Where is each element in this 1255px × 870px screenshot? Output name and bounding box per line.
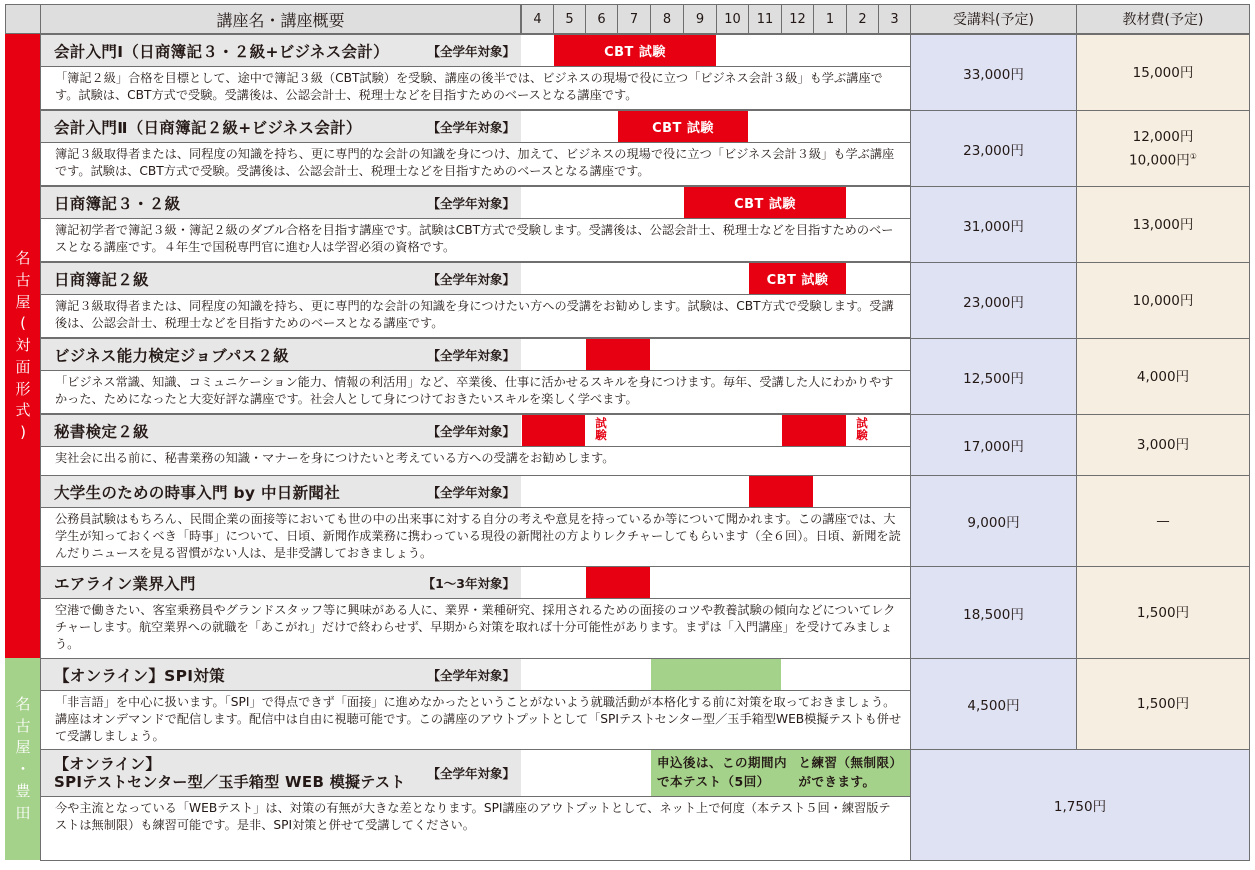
course-material-fee	[1076, 338, 1250, 415]
month-slot	[878, 186, 911, 219]
course-description: 今や主流となっている「WEBテスト」は、対策の有無が大きな差となります。SPI講座のアウトプットとして、ネット上で何度（本テスト５回・練習版テストは無制限）も練習可能です。是非、SPI対策と併せて受講してください。	[40, 796, 911, 861]
month-slot	[748, 414, 782, 447]
region-char: 式	[15, 401, 31, 420]
region-char: )	[20, 423, 26, 442]
course-target: 【全学年対象】	[427, 195, 515, 211]
course-title: エアライン業界入門	[54, 574, 196, 593]
month-slot	[521, 110, 554, 143]
month-slot	[878, 414, 911, 447]
course-material-fee	[1076, 34, 1250, 111]
material-fee-value: 1,500円	[1136, 696, 1190, 712]
schedule-bar: CBT 試験	[684, 187, 846, 218]
region-char: 面	[15, 357, 31, 376]
month-slot	[781, 338, 814, 371]
course-fee: 33,000円	[910, 34, 1077, 111]
month-slot	[716, 34, 749, 67]
course-title-cell[interactable]	[40, 566, 522, 599]
course-fee: 17,000円	[910, 414, 1077, 476]
course-target: 【全学年対象】	[427, 119, 515, 135]
month-slot	[521, 749, 554, 797]
month-slot	[878, 338, 911, 371]
course-description: 実社会に出る前に、秘書業務の知識・マナーを身につけたいと考えている方への受講をお勧めします。	[40, 446, 911, 477]
course-fee: 31,000円	[910, 186, 1077, 263]
month-slot	[585, 262, 618, 295]
month-slot	[521, 186, 554, 219]
region-char: 古	[15, 716, 31, 735]
month-slot	[650, 566, 684, 599]
header-month: 12	[781, 4, 814, 34]
month-slot	[846, 34, 879, 67]
course-title-cell[interactable]	[40, 110, 522, 143]
month-slot	[683, 338, 717, 371]
month-slot	[813, 658, 847, 691]
course-description: 公務員試験はもちろん、民間企業の面接等においても世の中の出来事に対する自分の考えや意見を持っているか等について聞かれます。この講座では、大学生が知っておくべき「時事」について、日頃、新聞作成業務に携わっている現役の新聞社の方よりレクチャーしてもらいます（全６回）。日頃、新聞を読んだりニュースを見る習慣がない人は、是非受講しておきましょう。	[40, 507, 911, 598]
month-slot	[650, 186, 684, 219]
month-slot	[553, 338, 586, 371]
course-title: 【オンライン】SPI対策	[54, 666, 225, 685]
month-slot	[716, 338, 749, 371]
month-slot	[553, 110, 586, 143]
region-nagoya-toyota	[5, 658, 41, 860]
course-material-fee	[1076, 262, 1250, 339]
course-description: 簿記３級取得者または、同程度の知識を持ち、更に専門的な会計の知識を身につけたい方への受講をお勧めします。試験は、CBT方式で受験します。受講後は、公認会計士、税理士などを目指すためのベースとなる講座です。	[40, 294, 911, 338]
region-char: 古	[15, 270, 31, 289]
month-slot	[617, 262, 651, 295]
month-slot	[617, 475, 651, 508]
month-slot	[683, 262, 717, 295]
course-target: 【全学年対象】	[427, 423, 515, 439]
material-fee-note: ①	[1189, 151, 1197, 161]
month-slot	[813, 566, 847, 599]
exam-mark	[846, 417, 878, 445]
header-month: 11	[748, 4, 782, 34]
month-slot	[846, 338, 879, 371]
month-slot	[650, 475, 684, 508]
header-month: 3	[878, 4, 911, 34]
header-fee: 受講料(予定)	[910, 4, 1077, 34]
month-slot	[521, 34, 554, 67]
month-slot	[650, 414, 684, 447]
month-slot	[846, 110, 879, 143]
region-char: 対	[15, 336, 31, 355]
material-fee-value: 4,000円	[1136, 368, 1190, 385]
material-fee-value: —	[1156, 513, 1170, 529]
course-target: 【全学年対象】	[427, 347, 515, 363]
region-char: (	[20, 314, 26, 333]
month-slot	[617, 186, 651, 219]
month-slot	[683, 414, 717, 447]
schedule-bar	[522, 415, 585, 446]
month-slot	[878, 566, 911, 599]
material-fee-value: 3,000円	[1136, 437, 1190, 453]
course-material-fee	[1076, 658, 1250, 750]
header-month: 5	[553, 4, 586, 34]
schedule-bar	[782, 415, 846, 446]
region-char: 名	[15, 249, 31, 268]
course-title: 会計入門Ⅱ（日商簿記２級+ビジネス会計）	[54, 118, 362, 137]
course-title	[54, 755, 406, 791]
month-slot	[585, 749, 618, 797]
schedule-note-line: と練習（無制限）ができます。	[798, 755, 903, 789]
course-title-cell[interactable]	[40, 658, 522, 691]
course-title-cell[interactable]	[40, 262, 522, 295]
course-description: 簿記３級取得者または、同程度の知識を持ち、更に専門的な会計の知識を身につけ、加えて、ビジネスの現場で役に立つ「ビジネス会計３級」も学ぶ講座です。試験は、CBT方式で受験。受講後は、公認会計士、税理士などを目指すためのベースとなる講座です。	[40, 142, 911, 186]
month-slot	[585, 186, 618, 219]
month-slot	[878, 475, 911, 508]
material-fee-value: 15,000円	[1132, 64, 1194, 81]
month-slot	[585, 110, 618, 143]
month-slot	[781, 34, 814, 67]
course-title: 大学生のための時事入門 by 中日新聞社	[54, 483, 340, 502]
course-description: 「簿記２級」合格を目標として、途中で簿記３級（CBT試験）を受験、講座の後半では、ビジネスの現場で役に立つ「ビジネス会計３級」も学ぶ講座です。試験は、CBT方式で受験。受講後は、公認会計士、税理士などを目指すためのベースとなる講座です。	[40, 66, 911, 110]
month-slot	[617, 414, 651, 447]
header-month: 7	[617, 4, 651, 34]
region-char: 豊	[15, 781, 31, 800]
course-fee: 23,000円	[910, 262, 1077, 339]
exam-mark-char: 験	[595, 428, 607, 442]
course-target: 【全学年対象】	[427, 271, 515, 287]
course-title-cell[interactable]	[40, 749, 522, 797]
month-slot	[846, 262, 879, 295]
course-material-fee	[1076, 475, 1250, 567]
header-month: 8	[650, 4, 684, 34]
header-month: 4	[521, 4, 554, 34]
course-title: 秘書検定２級	[54, 422, 149, 441]
month-slot	[553, 262, 586, 295]
month-slot	[585, 475, 618, 508]
month-slot	[748, 110, 782, 143]
region-char: 屋	[15, 738, 31, 757]
month-slot	[553, 749, 586, 797]
month-slot	[748, 338, 782, 371]
month-slot	[617, 749, 651, 797]
month-slot	[716, 566, 749, 599]
month-slot	[813, 34, 847, 67]
course-title-line: SPIテストセンター型／玉手箱型 WEB 模擬テスト	[54, 773, 406, 791]
region-nagoya-face-to-face	[5, 34, 41, 658]
month-slot	[521, 566, 554, 599]
course-fee: 9,000円	[910, 475, 1077, 567]
course-title-line: 【オンライン】	[54, 755, 161, 773]
month-slot	[716, 475, 749, 508]
course-title-cell[interactable]	[40, 338, 522, 371]
region-char: 屋	[15, 292, 31, 311]
month-slot	[683, 475, 717, 508]
course-title-cell[interactable]	[40, 34, 522, 67]
schedule-note-line: 申込後は、この期間内で本テスト（5回）	[657, 755, 788, 789]
course-target: 【1～3年対象】	[422, 575, 515, 591]
month-slot	[748, 34, 782, 67]
course-target: 【全学年対象】	[427, 766, 515, 781]
month-slot	[846, 475, 879, 508]
course-fee: 12,500円	[910, 338, 1077, 415]
course-fee: 18,500円	[910, 566, 1077, 659]
course-title: ビジネス能力検定ジョブパス２級	[54, 346, 289, 365]
month-slot	[878, 658, 911, 691]
month-slot	[813, 338, 847, 371]
month-slot	[683, 566, 717, 599]
header-month: 9	[683, 4, 717, 34]
month-slot	[813, 110, 847, 143]
month-slot	[878, 262, 911, 295]
course-description: 「ビジネス常識、知識、コミュニケーション能力、情報の利活用」など、卒業後、仕事に活かせるスキルを身につけます。毎年、受講した人にわかりやすかった、ためになったと大変好評な講座です。社会人として身につけておきたいスキルを楽しく学べます。	[40, 370, 911, 414]
month-slot	[521, 262, 554, 295]
month-slot	[553, 566, 586, 599]
month-slot	[650, 338, 684, 371]
schedule-bar: CBT 試験	[749, 263, 846, 294]
month-slot	[878, 34, 911, 67]
course-target: 【全学年対象】	[427, 484, 515, 500]
month-slot	[650, 262, 684, 295]
course-material-fee	[1076, 566, 1250, 659]
month-slot	[553, 186, 586, 219]
course-title-cell[interactable]	[40, 414, 522, 447]
course-material-fee	[1076, 186, 1250, 263]
month-slot	[716, 262, 749, 295]
region-char: 田	[15, 803, 31, 822]
schedule-bar	[651, 659, 781, 690]
month-slot	[878, 110, 911, 143]
month-slot	[846, 566, 879, 599]
schedule-bar: CBT 試験	[554, 35, 716, 66]
course-target: 【全学年対象】	[427, 667, 515, 683]
header-material: 教材費(予定)	[1076, 4, 1250, 34]
region-char: ・	[15, 760, 31, 778]
header-corner	[5, 4, 41, 34]
month-slot	[716, 414, 749, 447]
month-slot	[781, 658, 814, 691]
material-fee-value: 1,500円	[1136, 604, 1190, 621]
month-slot	[781, 110, 814, 143]
schedule-bar	[749, 476, 813, 507]
region-char: 形	[15, 379, 31, 398]
course-title-cell[interactable]	[40, 186, 522, 219]
course-target: 【全学年対象】	[427, 43, 515, 59]
course-title-cell[interactable]	[40, 475, 522, 508]
header-month: 2	[846, 4, 879, 34]
header-course-title: 講座名・講座概要	[40, 4, 521, 34]
course-fee: 23,000円	[910, 110, 1077, 187]
month-slot	[748, 566, 782, 599]
region-char: 名	[15, 694, 31, 713]
course-material-fee	[1076, 110, 1250, 187]
material-fee-value: 12,000円	[1132, 128, 1194, 145]
material-fee-value: 13,000円	[1132, 216, 1194, 233]
exam-mark-char: 試	[856, 416, 868, 430]
course-fee: 4,500円	[910, 658, 1077, 750]
course-title: 会計入門Ⅰ（日商簿記３・２級+ビジネス会計）	[54, 42, 389, 61]
schedule-bar: CBT 試験	[618, 111, 748, 142]
month-slot	[521, 475, 554, 508]
month-slot	[553, 475, 586, 508]
month-slot	[617, 658, 651, 691]
month-slot	[521, 338, 554, 371]
month-slot	[781, 566, 814, 599]
schedule-bar	[586, 567, 650, 598]
header-month: 10	[716, 4, 749, 34]
course-title: 日商簿記３・２級	[54, 194, 181, 213]
header-month: 6	[585, 4, 618, 34]
month-slot	[846, 658, 879, 691]
course-material-fee	[1076, 414, 1250, 476]
course-description: 簿記初学者で簿記３級・簿記２級のダブル合格を目指す講座です。試験はCBT方式で受験します。受講後は、公認会計士、税理士などを目指すためのベースとなる講座です。４年生で国税専門官に進む人は学習必須の資格です。	[40, 218, 911, 262]
month-slot	[585, 658, 618, 691]
course-fee-combined: 1,750円	[910, 749, 1250, 861]
material-fee-value: 10,000円	[1132, 292, 1194, 309]
month-slot	[521, 658, 554, 691]
course-description: 空港で働きたい、客室乗務員やグランドスタッフ等に興味がある人に、業界・業種研究、採用されるための面接のコツや教養試験の傾向などについてレクチャーします。航空業界への就職を「あこがれ」だけで終わらせず、早期から対策を取れば十分可能性があります。まずは「入門講座」を受けてみましょう。	[40, 598, 911, 690]
exam-mark-char: 試	[595, 416, 607, 430]
exam-mark-char: 験	[856, 428, 868, 442]
header-month: 1	[813, 4, 847, 34]
course-title: 日商簿記２級	[54, 270, 149, 289]
material-fee-value: 10,000円①	[1129, 151, 1197, 169]
course-description: 「非言語」を中心に扱います。「SPI」で得点できず「面接」に進めなかったということがないよう就職活動が本格化する前に対策を取っておきましょう。講座はオンデマンドで配信します。配信中は自由に視聴可能です。この講座のアウトプットとして「SPIテストセンター型／玉手箱型WEB模擬テストも併せて受講しましょう。	[40, 690, 911, 781]
schedule-bar	[586, 339, 650, 370]
month-slot	[846, 186, 879, 219]
month-slot	[553, 658, 586, 691]
exam-mark	[585, 417, 617, 445]
month-slot	[813, 475, 847, 508]
